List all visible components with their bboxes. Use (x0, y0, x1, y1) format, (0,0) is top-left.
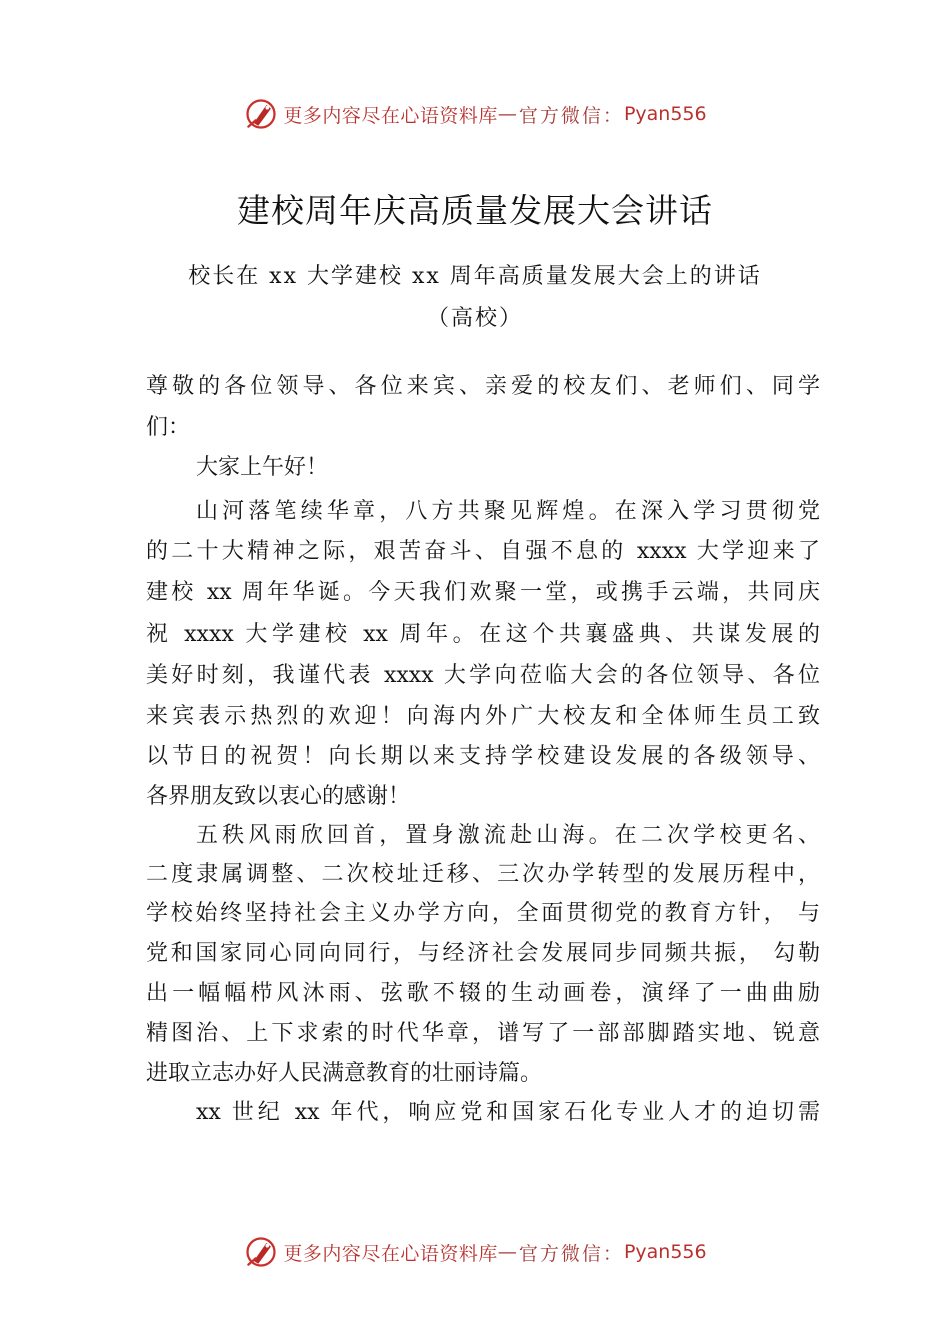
body-line: 山河落笔续华章，八方共聚见辉煌。在深入学习贯彻党 (196, 499, 820, 524)
watermark-wechat-id: Pyan556 (623, 1241, 707, 1263)
body-line: 以节日的祝贺！向长期以来支持学校建设发展的各级领导、 (146, 744, 820, 769)
watermark-wechat-label: 官方微信： (518, 1242, 624, 1265)
body-line: 建校 xx 周年华诞。今天我们欢聚一堂，或携手云端，共同庆 (146, 580, 820, 605)
body-line: 各界朋友致以衷心的感谢！ (146, 784, 411, 809)
body-line: 出一幅幅栉风沐雨、弦歌不辍的生动画卷，演绎了一曲曲励 (146, 981, 820, 1006)
document-title: 建校周年庆高质量发展大会讲话 (237, 191, 713, 230)
body-line: 来宾表示热烈的欢迎！向海内外广大校友和全体师生员工致 (146, 704, 820, 729)
body-line: 精图治、上下求索的时代华章，谱写了一部部脚踏实地、锐意 (146, 1021, 820, 1046)
watermark-dash: — (497, 1241, 519, 1263)
document-subtitle-note: （高校） (426, 306, 523, 331)
body-line: 的二十大精神之际，艰苦奋斗、自强不息的 xxxx 大学迎来了 (146, 539, 820, 564)
body-line: xx 世纪 xx 年代，响应党和国家石化专业人才的迫切需 (196, 1100, 820, 1125)
body-line: 们： (146, 415, 191, 440)
pen-nib-logo-icon (243, 1234, 279, 1270)
watermark-text: 更多内容尽在心语资料库 (283, 1242, 498, 1265)
pen-nib-logo-icon (243, 96, 279, 132)
body-line: 五秩风雨欣回首，置身激流赴山海。在二次学校更名、 (196, 823, 820, 848)
watermark-wechat-label: 官方微信： (518, 104, 624, 127)
body-line: 二度隶属调整、二次校址迁移、三次办学转型的发展历程中， (146, 862, 820, 887)
body-line: 祝 xxxx 大学建校 xx 周年。在这个共襄盛典、共谋发展的 (146, 622, 820, 647)
body-line: 党和国家同心同向同行，与经济社会发展同步同频共振， 勾勒 (146, 941, 820, 966)
document-subtitle: 校长在 xx 大学建校 xx 周年高质量发展大会上的讲话 (188, 264, 762, 289)
watermark-footer (0, 1232, 950, 1272)
body-line: 进取立志办好人民满意教育的壮丽诗篇。 (146, 1061, 543, 1086)
watermark-wechat-id: Pyan556 (623, 103, 707, 125)
body-line: 学校始终坚持社会主义办学方向，全面贯彻党的教育方针， 与 (146, 901, 820, 926)
body-line: 美好时刻，我谨代表 xxxx 大学向莅临大会的各位领导、各位 (146, 663, 820, 688)
body-line: 尊敬的各位领导、各位来宾、亲爱的校友们、老师们、同学 (146, 374, 820, 399)
body-line: 大家上午好！ (196, 455, 329, 480)
watermark-dash: — (497, 103, 519, 125)
watermark-header (0, 94, 950, 134)
watermark-text: 更多内容尽在心语资料库 (283, 104, 498, 127)
